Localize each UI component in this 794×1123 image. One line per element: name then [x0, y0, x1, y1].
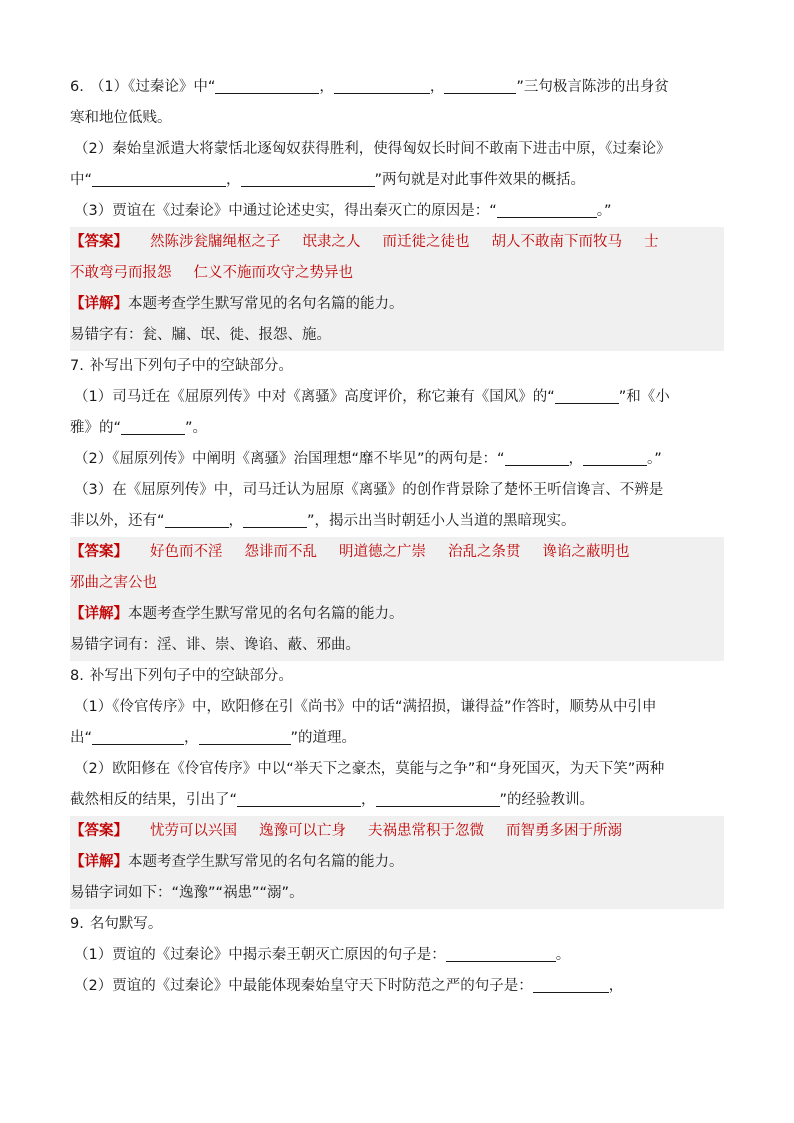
question-number: 6. — [70, 79, 84, 95]
answer-blank[interactable] — [497, 200, 597, 218]
answer-tag: 【答案】 — [70, 544, 128, 560]
q7-answer: 【答案】 好色而不淫 怨诽而不乱 明道德之广崇 治乱之条贯 谗谄之蔽明也 — [70, 537, 724, 568]
q6-line-5: （3）贾谊在《过秦论》中通过论述史实，得出秦灭亡的原因是：“ 。” — [70, 196, 724, 227]
q7-detail: 【详解】本题考查学生默写常见的名句名篇的能力。 — [70, 599, 724, 630]
answer-tag: 【答案】 — [70, 823, 128, 839]
answer-blank[interactable] — [444, 76, 516, 94]
q6-line-1: 6. （1）《过秦论》中“ ， ， ”三句极言陈涉的出身贫 — [70, 72, 724, 103]
answer-blank[interactable] — [505, 448, 569, 466]
q6-line-4: 中“ ， ”两句就是对此事件效果的概括。 — [70, 165, 724, 196]
q9-title: 9. 名句默写。 — [70, 916, 163, 932]
answer-blank[interactable] — [92, 169, 226, 187]
q8-errors: 易错字词如下：“逸豫”“祸患”“溺”。 — [70, 878, 724, 909]
q9-line-1: （1）贾谊的《过秦论》中揭示秦王朝灭亡原因的句子是： 。 — [70, 940, 724, 971]
q6-errors: 易错字有：瓮、牖、氓、徙、报怨、施。 — [70, 320, 724, 351]
q7-line-4: （3）在《屈原列传》中，司马迁认为屈原《离骚》的创作背景除了楚怀王听信谗言、不辨是 — [74, 482, 664, 498]
answer-blank[interactable] — [533, 975, 609, 993]
detail-tag: 【详解】 — [70, 296, 128, 312]
answer-blank[interactable] — [92, 727, 184, 745]
answer-blank[interactable] — [555, 386, 619, 404]
answer-blank[interactable] — [243, 510, 307, 528]
q8-answer: 【答案】 忧劳可以兴国 逸豫可以亡身 夫祸患常积于忽微 而智勇多困于所溺 — [70, 816, 724, 847]
detail-tag: 【详解】 — [70, 606, 128, 622]
q7-title: 7. 补写出下列句子中的空缺部分。 — [70, 358, 293, 374]
question-number: 8. — [70, 668, 84, 684]
detail-tag: 【详解】 — [70, 854, 128, 870]
q8-line-2: 出“ ， ”的道理。 — [70, 723, 724, 754]
q7-answer-2: 邪曲之害公也 — [70, 568, 724, 599]
answer-blank[interactable] — [241, 169, 375, 187]
answer-blank[interactable] — [334, 76, 430, 94]
q9-line-2: （2）贾谊的《过秦论》中最能体现秦始皇守天下时防范之严的句子是： ， — [70, 971, 724, 1002]
q8-line-3: （2）欧阳修在《伶官传序》中以“举天下之豪杰，莫能与之争”和“身死国灭，为天下笑”两种 — [74, 761, 665, 777]
answer-blank[interactable] — [446, 944, 556, 962]
q6-line-3: （2）秦始皇派遣大将蒙恬北逐匈奴获得胜利，使得匈奴长时间不敢南下进击中原，《过秦论》 — [74, 141, 671, 157]
q7-line-2: 雅》的“ ”。 — [70, 413, 724, 444]
answer-blank[interactable] — [376, 789, 500, 807]
q6-line-2: 寒和地位低贱。 — [70, 110, 172, 126]
answer-blank[interactable] — [121, 417, 185, 435]
q7-errors: 易错字词有：淫、诽、崇、谗谄、蔽、邪曲。 — [70, 630, 724, 661]
q8-title: 8. 补写出下列句子中的空缺部分。 — [70, 668, 293, 684]
answer-blank[interactable] — [215, 76, 319, 94]
q6-answer-2: 不敢弯弓而报怨 仁义不施而攻守之势异也 — [70, 258, 724, 289]
q8-line-4: 截然相反的结果，引出了“ ， ”的经验教训。 — [70, 785, 724, 816]
q8-detail: 【详解】本题考查学生默写常见的名句名篇的能力。 — [70, 847, 724, 878]
answer-blank[interactable] — [237, 789, 361, 807]
answer-blank[interactable] — [199, 727, 291, 745]
question-number: 9. — [70, 916, 84, 932]
answer-tag: 【答案】 — [70, 234, 128, 250]
question-number: 7. — [70, 358, 84, 374]
q7-line-1: （1）司马迁在《屈原列传》中对《离骚》高度评价，称它兼有《国风》的“ ”和《小 — [70, 382, 724, 413]
answer-blank[interactable] — [583, 448, 647, 466]
q6-answer: 【答案】 然陈涉瓮牖绳枢之子 氓隶之人 而迁徙之徒也 胡人不敢南下而牧马 士 — [70, 227, 724, 258]
q7-line-3: （2）《屈原列传》中阐明《离骚》治国理想“靡不毕见”的两句是：“ ， 。” — [70, 444, 724, 475]
q8-line-1: （1）《伶官传序》中，欧阳修在引《尚书》中的话“满招损，谦得益”作答时，顺势从中引申 — [74, 699, 657, 715]
answer-blank[interactable] — [165, 510, 229, 528]
document-page — [70, 72, 724, 1002]
q7-line-5: 非以外，还有“ ， ”，揭示出当时朝廷小人当道的黑暗现实。 — [70, 506, 724, 537]
q6-detail: 【详解】本题考查学生默写常见的名句名篇的能力。 — [70, 289, 724, 320]
